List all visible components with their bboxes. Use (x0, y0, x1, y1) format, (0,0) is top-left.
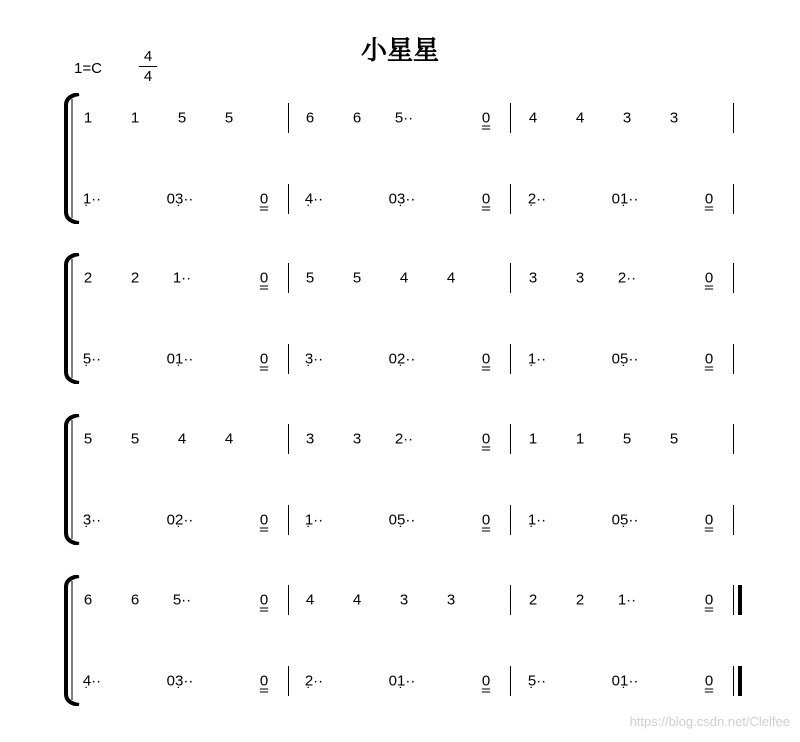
rest-note: 0 (481, 190, 491, 208)
upper-note: 2 (575, 591, 585, 609)
upper-note: 2 (83, 269, 93, 287)
barline (288, 666, 289, 696)
system-brace (63, 575, 83, 706)
upper-note: 6 (130, 591, 140, 609)
barline (510, 666, 511, 696)
lower-note: 2̣·· (527, 190, 547, 208)
barline (510, 344, 511, 374)
upper-note: 3 (528, 269, 538, 287)
score-title: 小星星 (360, 36, 439, 66)
lower-note: 02̣·· (166, 511, 194, 529)
time-signature-bottom: 4 (143, 68, 153, 85)
barline (733, 184, 734, 214)
rest-note: 0 (704, 350, 714, 368)
lower-note: 03̣·· (166, 190, 194, 208)
lower-note: 3̣·· (304, 350, 324, 368)
barline (288, 424, 289, 454)
barline (510, 505, 511, 535)
upper-note: 5 (224, 109, 234, 127)
upper-note: 4 (224, 430, 234, 448)
lower-note: 03̣·· (166, 672, 194, 690)
upper-note: 3 (575, 269, 585, 287)
rest-note: 0 (259, 269, 269, 287)
upper-note: 4 (575, 109, 585, 127)
lower-note: 02̣·· (388, 350, 416, 368)
lower-note: 1̣·· (304, 511, 324, 529)
upper-note: 3 (446, 591, 456, 609)
upper-note: 5 (130, 430, 140, 448)
upper-note: 4 (305, 591, 315, 609)
rest-note: 0 (704, 511, 714, 529)
lower-note: 01̣·· (611, 672, 639, 690)
lower-note: 03̣·· (388, 190, 416, 208)
upper-note: 1·· (617, 591, 637, 609)
upper-note: 6 (352, 109, 362, 127)
barline (510, 103, 511, 133)
rest-note: 0 (704, 190, 714, 208)
barline (510, 184, 511, 214)
barline (733, 424, 734, 454)
barline (733, 103, 734, 133)
barline (733, 666, 734, 696)
final-barline (738, 585, 742, 615)
upper-note: 3 (622, 109, 632, 127)
upper-note: 5·· (172, 591, 192, 609)
lower-note: 3̣·· (82, 511, 102, 529)
barline (510, 263, 511, 293)
upper-note: 1 (575, 430, 585, 448)
rest-note: 0 (481, 109, 491, 127)
system-brace (63, 93, 83, 224)
barline (288, 103, 289, 133)
lower-note: 1̣·· (527, 511, 547, 529)
upper-note: 2 (130, 269, 140, 287)
barline (510, 424, 511, 454)
rest-note: 0 (481, 511, 491, 529)
barline (733, 344, 734, 374)
upper-note: 4 (177, 430, 187, 448)
upper-note: 1 (130, 109, 140, 127)
final-barline (738, 666, 742, 696)
rest-note: 0 (259, 190, 269, 208)
lower-note: 01̣·· (388, 672, 416, 690)
lower-note: 2̣·· (304, 672, 324, 690)
upper-note: 2·· (394, 430, 414, 448)
upper-note: 3 (305, 430, 315, 448)
upper-note: 4 (399, 269, 409, 287)
upper-note: 2 (528, 591, 538, 609)
lower-note: 5̣·· (527, 672, 547, 690)
upper-note: 5·· (394, 109, 414, 127)
time-signature-top: 4 (143, 48, 153, 65)
upper-note: 5 (177, 109, 187, 127)
barline (733, 263, 734, 293)
rest-note: 0 (704, 591, 714, 609)
upper-note: 4 (446, 269, 456, 287)
rest-note: 0 (259, 591, 269, 609)
lower-note: 4̣·· (82, 672, 102, 690)
lower-note: 1̣·· (82, 190, 102, 208)
upper-note: 5 (669, 430, 679, 448)
lower-note: 05̣·· (388, 511, 416, 529)
upper-note: 3 (352, 430, 362, 448)
upper-note: 1 (83, 109, 93, 127)
system-brace (63, 253, 83, 384)
upper-note: 6 (83, 591, 93, 609)
lower-note: 05̣·· (611, 350, 639, 368)
upper-note: 5 (352, 269, 362, 287)
rest-note: 0 (259, 672, 269, 690)
upper-note: 6 (305, 109, 315, 127)
upper-note: 2·· (617, 269, 637, 287)
barline (288, 263, 289, 293)
upper-note: 4 (528, 109, 538, 127)
rest-note: 0 (259, 350, 269, 368)
system-brace (63, 414, 83, 545)
lower-note: 5̣·· (82, 350, 102, 368)
barline (510, 585, 511, 615)
upper-note: 3 (399, 591, 409, 609)
upper-note: 1·· (172, 269, 192, 287)
rest-note: 0 (259, 511, 269, 529)
upper-note: 1 (528, 430, 538, 448)
barline (288, 344, 289, 374)
lower-note: 1̣·· (527, 350, 547, 368)
rest-note: 0 (481, 350, 491, 368)
barline (733, 585, 734, 615)
key-signature: 1=C (74, 60, 102, 77)
lower-note: 01̣·· (611, 190, 639, 208)
barline (288, 184, 289, 214)
barline (733, 505, 734, 535)
barline (288, 585, 289, 615)
lower-note: 01̣·· (166, 350, 194, 368)
upper-note: 5 (622, 430, 632, 448)
lower-note: 05̣·· (611, 511, 639, 529)
watermark: https://blog.csdn.net/Clelfee (629, 714, 790, 729)
upper-note: 4 (352, 591, 362, 609)
rest-note: 0 (481, 430, 491, 448)
rest-note: 0 (704, 672, 714, 690)
lower-note: 4̣·· (304, 190, 324, 208)
barline (288, 505, 289, 535)
upper-note: 5 (305, 269, 315, 287)
upper-note: 5 (83, 430, 93, 448)
upper-note: 3 (669, 109, 679, 127)
rest-note: 0 (481, 672, 491, 690)
rest-note: 0 (704, 269, 714, 287)
